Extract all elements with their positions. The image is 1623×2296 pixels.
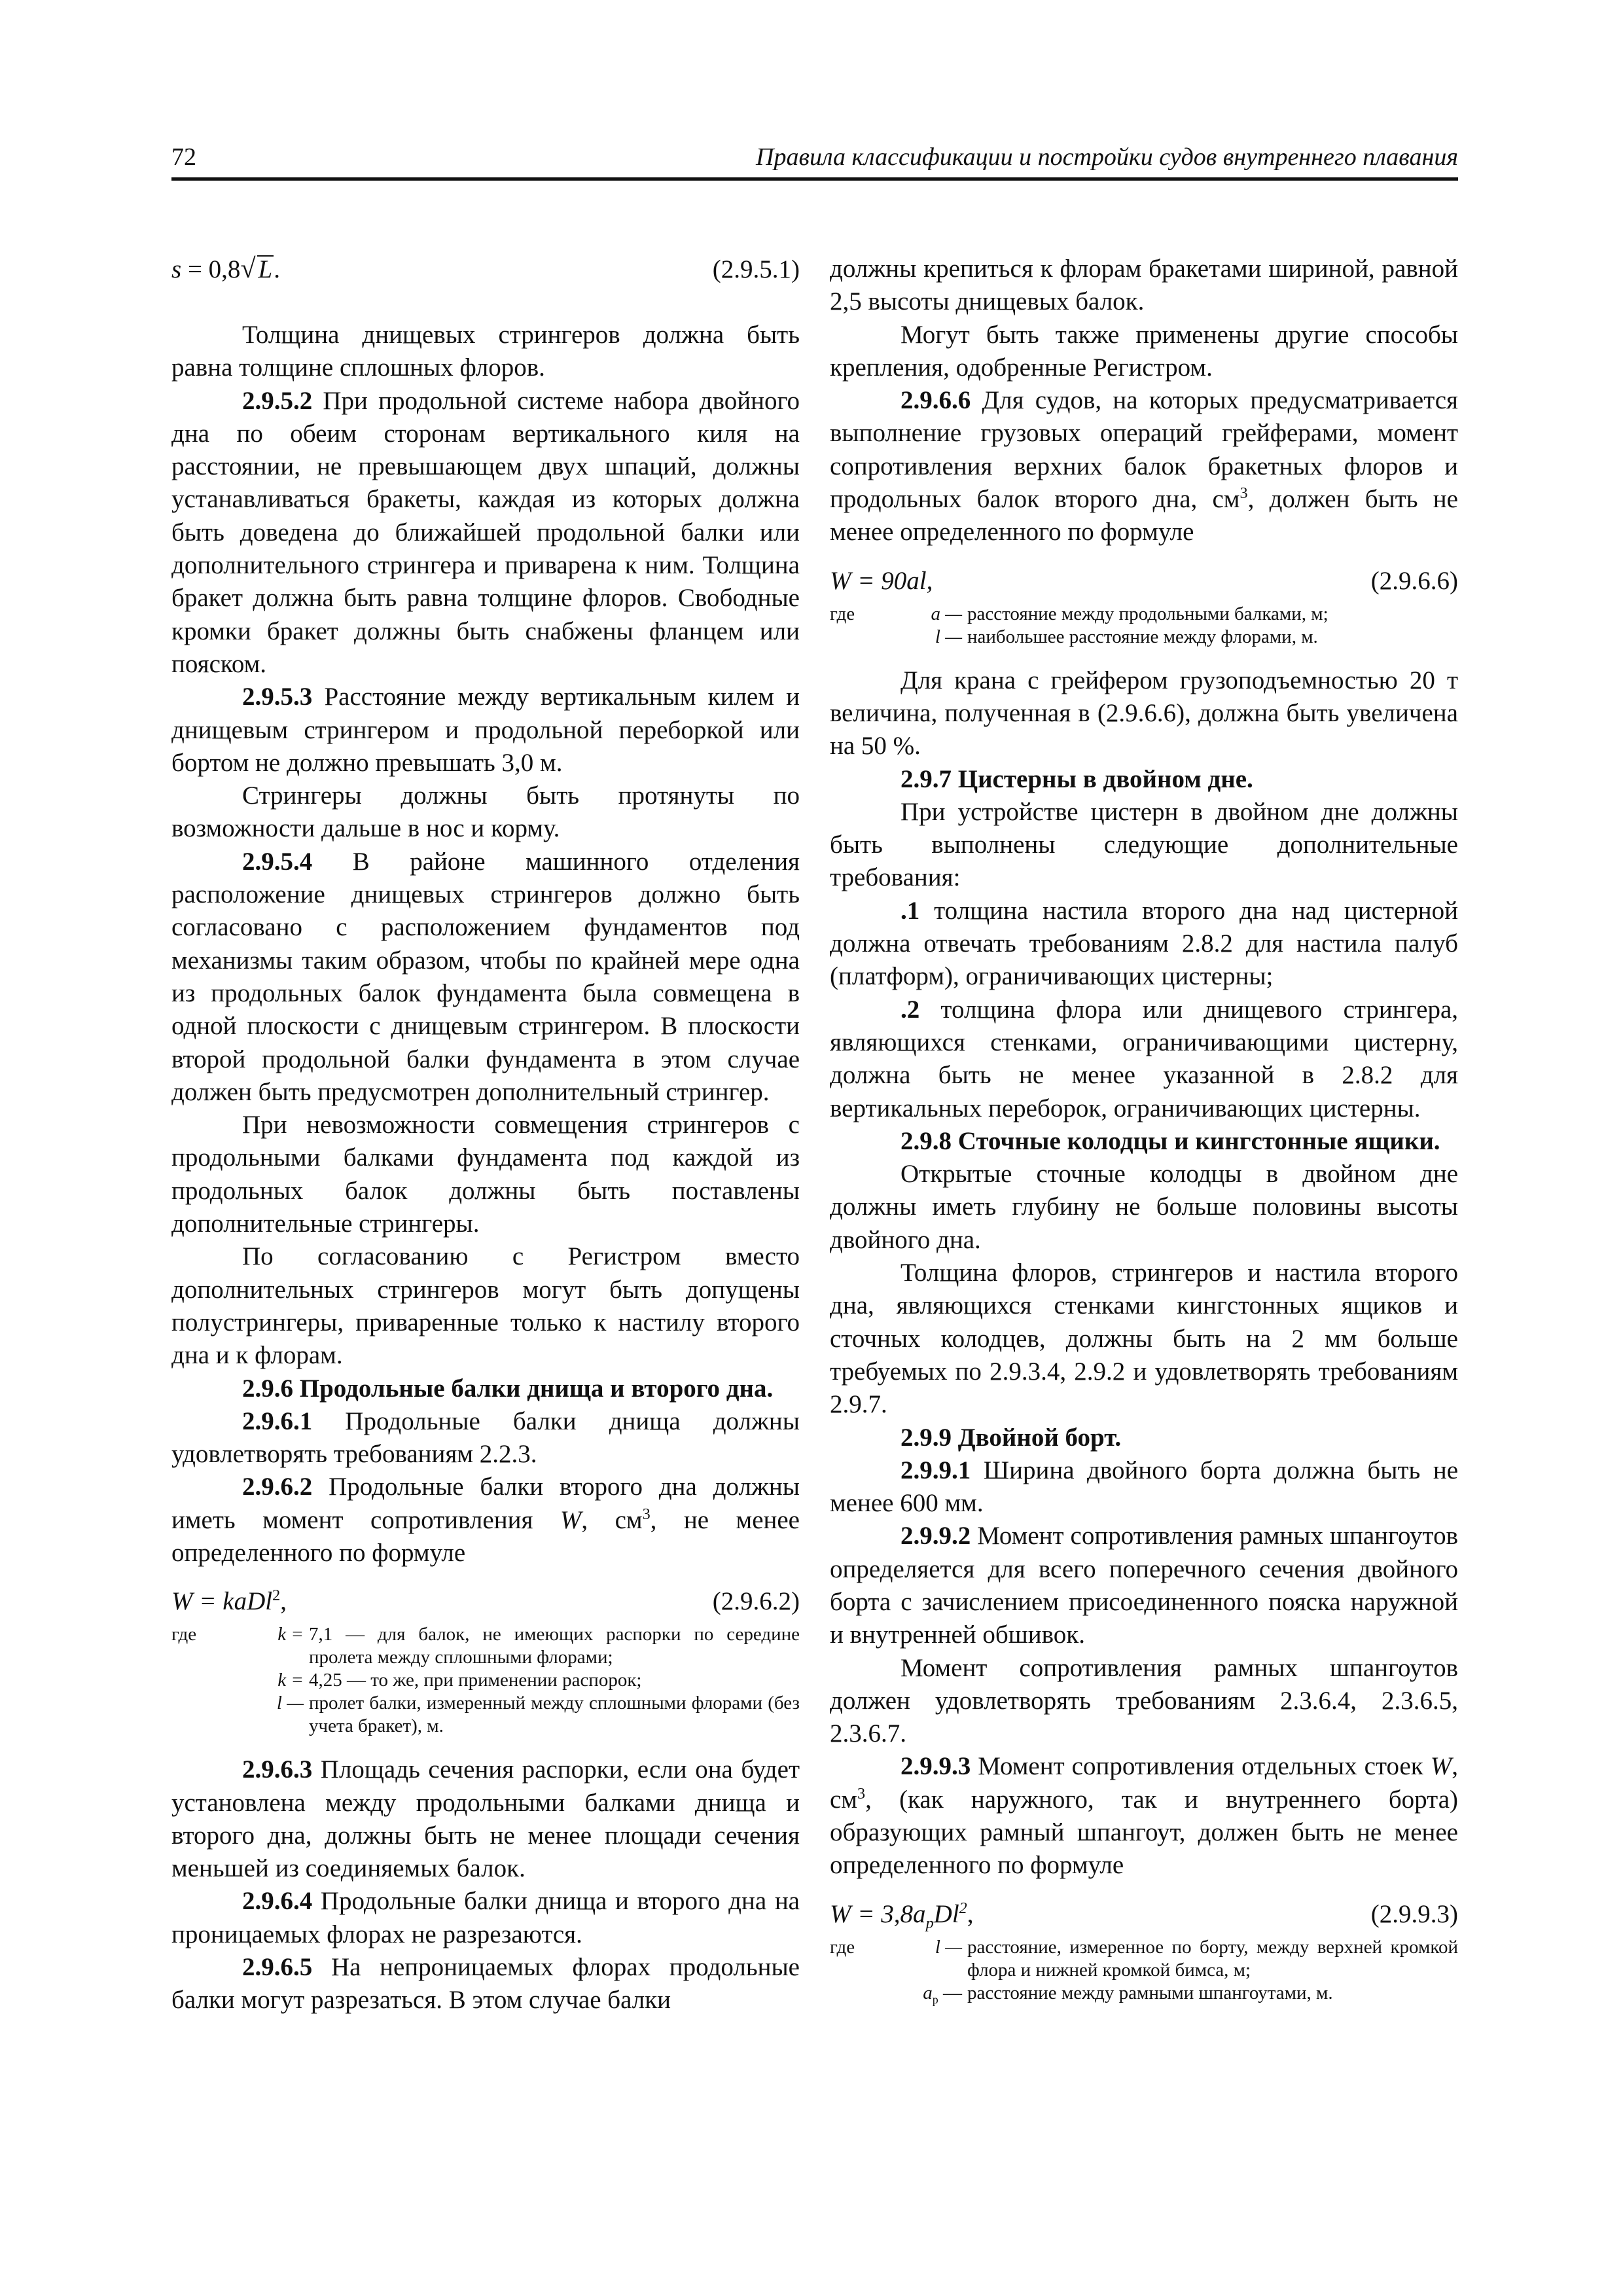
paragraph: Для крана с грейфером грузоподъемностью 20 т величина, полученная в (2.9.6.6), должна быть увеличена на 50 %. bbox=[830, 666, 1458, 761]
paragraph-2-9-5-3: 2.9.5.3 Расстояние между вертикальным килем и днищевым стрингером и продольной переборкой или бортом не должно превышать 3,0 м. bbox=[171, 683, 800, 777]
paragraph-2-9-6-4: 2.9.6.4 Продольные балки днища и второго дна на проницаемых флорах не разрезаются. bbox=[171, 1887, 800, 1948]
paragraph: При невозможности совмещения стрингеров с продольными балками фундамента под каждой из продольных балок должны быть поставлены дополнительные стрингеры. bbox=[171, 1111, 800, 1238]
paragraph: Открытые сточные колодцы в двойном дне должны иметь глубину не больше половины высоты двойного дна. bbox=[830, 1160, 1458, 1254]
paragraph-2-9-6-6: 2.9.6.6 Для судов, на которых предусматривается выполнение грузовых операций грейферами, момент сопротивления верхних балок бракетных флоров и продольных балок второго дна, $см^3$, должен быть не менее определенного по формуле bbox=[830, 386, 1458, 547]
paragraph: Стрингеры должны быть протянуты по возможности дальше в нос и корму. bbox=[171, 781, 800, 843]
paragraph: Толщина флоров, стрингеров и настила второго дна, являющихся стенками кингстонных ящиков и сточных колодцев, должны быть на 2 мм больше требуемых по 2.9.3.4, 2.9.2 и удовлетворять требованиям 2.9.7. bbox=[830, 1259, 1458, 1419]
page-header bbox=[171, 143, 1458, 179]
paragraph-2-9-9-2: 2.9.9.2 Момент сопротивления рамных шпангоутов определяется для всего поперечного сечения двойного борта с зачислением присоединенного пояска наружной и внутренней обшивок. bbox=[830, 1522, 1458, 1649]
paragraph-2-9-6-3: 2.9.6.3 Площадь сечения распорки, если она будет установлена между продольными балками днища и второго дна, должны быть не менее площади сечения меньшей из соединяемых балок. bbox=[171, 1755, 800, 1883]
formula-2-9-6-2: W = kaDl$^2$, (2.9.6.2) bbox=[171, 1585, 800, 1618]
left-column bbox=[171, 253, 800, 2017]
paragraph-2-9-6-1: 2.9.6.1 Продольные балки днища должны удовлетворять требованиям 2.2.3. bbox=[171, 1407, 800, 1469]
paragraph-2-9-5-4: 2.9.5.4 В районе машинного отделения расположение днищевых стрингеров должно быть согласовано с расположением фундаментов под механизмы таким образом, чтобы по крайней мере одна из продольных балок фундамента была совмещена в одной плоскости с днищевым стрингером. В плоскости второй продольной балки фундамента в этом случае должен быть предусмотрен дополнительный стрингер. bbox=[171, 847, 800, 1106]
paragraph: При устройстве цистерн в двойном дне должны быть выполнены следующие дополнительные требования: bbox=[830, 797, 1458, 892]
equation-number: (2.9.6.6) bbox=[1370, 566, 1458, 595]
list-item-2: .2 толщина флора или днищевого стрингера, являющихся стенками, ограничивающими цистерну, должна быть не менее указанной в 2.8.2 для вертикальных переборок, ограничивающих цистерны. bbox=[830, 995, 1458, 1122]
paragraph-2-9-5-2: 2.9.5.2 При продольной системе набора двойного дна по обеим сторонам вертикального киля на расстоянии, не превышающем двух шпаций, должны устанавливаться бракеты, каждая из которых должна быть доведена до ближайшей продольной балки или дополнительного стрингера и приварена к ним. Толщина бракет должна быть равна толщине флоров. Свободные кромки бракет должны быть снабжены фланцем или пояском. bbox=[171, 386, 800, 678]
paragraph: должны крепиться к флорам бракетами шириной, равной 2,5 высоты днищевых балок. bbox=[830, 255, 1458, 316]
paragraph: По согласованию с Регистром вместо дополнительных стрингеров могут быть допущены полустрингеры, приваренные только к настилу второго дна и к флорам. bbox=[171, 1242, 800, 1370]
paragraph: Толщина днищевых стрингеров должна быть равна толщине сплошных флоров. bbox=[171, 321, 800, 382]
paragraph: Момент сопротивления рамных шпангоутов должен удовлетворять требованиям 2.3.6.4, 2.3.6.5, 2.3.6.7. bbox=[830, 1653, 1458, 1748]
section-heading-2-9-8: 2.9.8 Сточные колодцы и кингстонные ящики. bbox=[901, 1126, 1440, 1155]
formula-legend: где a — расстояние между продольными балками, м; l — наибольшее расстояние между флорами, м. bbox=[830, 603, 1329, 647]
section-heading-2-9-9: 2.9.9 Двойной борт. bbox=[901, 1423, 1122, 1452]
paragraph-2-9-6-2: 2.9.6.2 Продольные балки второго дна должны иметь момент сопротивления W, $см^3$, не менее определенного по формуле bbox=[171, 1473, 800, 1567]
paragraph: Могут быть также применены другие способы крепления, одобренные Регистром. bbox=[830, 320, 1458, 382]
section-heading-2-9-7: 2.9.7 Цистерны в двойном дне. bbox=[901, 764, 1253, 793]
formula-2-9-6-6: W = 90al, (2.9.6.6) bbox=[830, 565, 1458, 598]
section-heading-2-9-6: 2.9.6 Продольные балки днища и второго дна. bbox=[242, 1374, 774, 1403]
paragraph-2-9-9-1: 2.9.9.1 Ширина двойного борта должна быть не менее 600 мм. bbox=[830, 1456, 1458, 1518]
header-rule bbox=[171, 177, 1458, 181]
equation-number: (2.9.6.2) bbox=[712, 1587, 800, 1616]
list-item-1: .1 толщина настила второго дна над цистерной должна отвечать требованиям 2.8.2 для настила палуб (платформ), ограничивающих цистерны; bbox=[830, 896, 1458, 991]
equation-number: (2.9.9.3) bbox=[1370, 1899, 1458, 1928]
right-column bbox=[830, 253, 1458, 2005]
formula-2-9-5-1: s = 0,8√ L. (2.9.5.1) bbox=[171, 253, 800, 286]
paragraph-2-9-6-5: 2.9.6.5 На непроницаемых флорах продольные балки могут разрезаться. В этом случае балки bbox=[171, 1953, 800, 2015]
formula-legend: где l — расстояние, измеренное по борту, между верхней кромкой флора и нижней кромкой бимса, м; $a_р$ — расстояние между рамными шпангоутами, м. bbox=[830, 1936, 1458, 2006]
running-title: Правила классификации и постройки судов внутреннего плавания bbox=[756, 143, 1458, 171]
formula-legend: где k = 7,1 — для балок, не имеющих распорки по середине пролета между сплошными флорами; k = 4,25 — то же, при применении распорок; l — пролет балки, измеренный между сплошными флорами (без учета бракет), м. bbox=[171, 1624, 800, 1737]
formula-2-9-9-3: $W = 3,8a_pDl^2$, (2.9.9.3) bbox=[830, 1899, 1458, 1932]
page-number: 72 bbox=[171, 143, 196, 171]
paragraph-2-9-9-3: 2.9.9.3 Момент сопротивления отдельных стоек W, $см^3$, (как наружного, так и внутреннего борта) образующих рамный шпангоут, должен быть не менее определенного по формуле bbox=[830, 1752, 1458, 1880]
equation-number: (2.9.5.1) bbox=[712, 255, 800, 283]
